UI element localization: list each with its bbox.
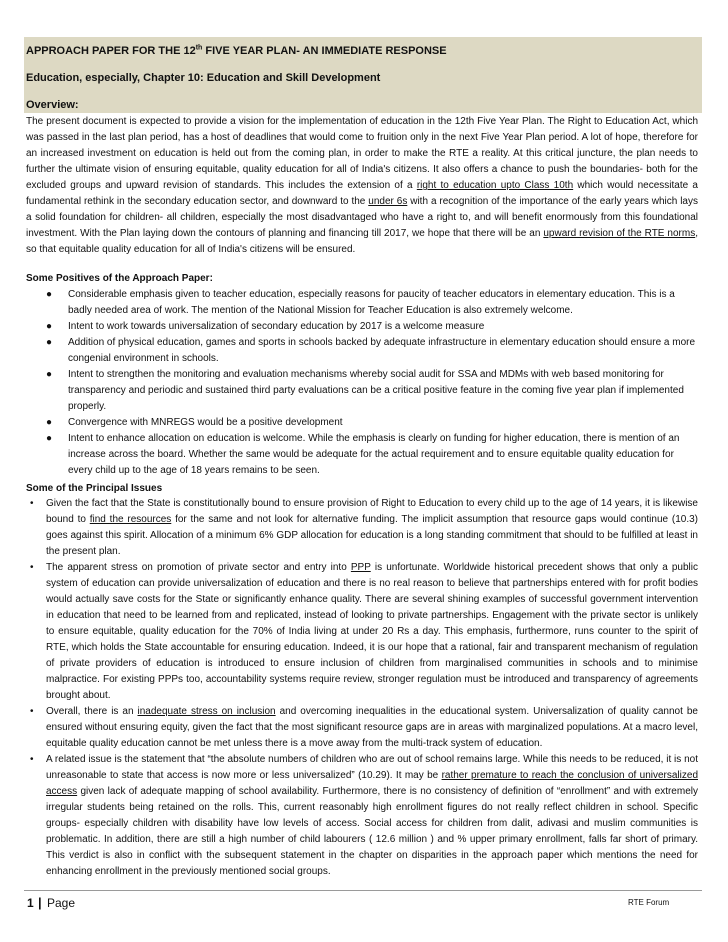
issues-list bbox=[26, 496, 698, 880]
bullet-icon: ● bbox=[46, 337, 53, 348]
link-find-resources: find the resources bbox=[89, 514, 172, 525]
footer-divider bbox=[24, 890, 702, 891]
page-label: Page bbox=[47, 896, 76, 910]
list-item: ● Intent to strengthen the monitoring and evaluation mechanisms whereby social audit for SSA and MDMs with web based monitoring for transparency and periodic and sustained third party evaluations can be a critical positive feature in the coming five year plan if implemented properly. bbox=[46, 369, 684, 412]
document-title: APPROACH PAPER FOR THE 12th FIVE YEAR PLAN- AN IMMEDIATE RESPONSE bbox=[26, 44, 447, 57]
bullet-icon: ● bbox=[46, 369, 53, 380]
footer-separator: | bbox=[38, 895, 42, 910]
list-item: ● Intent to enhance allocation on education is welcome. While the emphasis is clearly on funding for higher education, there is mention of an increase across the board. Whether the same would be adequate for the actual requirement and to ensure equitable quality education for every child up to the age of 18 years remains to be seen. bbox=[46, 433, 680, 476]
list-item: • Given the fact that the State is constitutionally bound to ensure provision of Right to Education to every child up to the age of 14 years, it is likewise bound to find the resources for the same and not look for alternative funding. The implicit assumption that resource gaps would continue (10.3) goes against this spirit. Allocation of a minimum 6% GDP allocation for education is a long standing commitment that should to be fulfilled at least in the present plan. bbox=[30, 498, 698, 557]
issues-heading: Some of the Principal Issues bbox=[26, 483, 163, 494]
bullet-icon: ● bbox=[46, 289, 53, 300]
document-subtitle: Education, especially, Chapter 10: Education and Skill Development bbox=[26, 72, 381, 84]
list-item: ● Intent to work towards universalization of secondary education by 2017 is a welcome measure bbox=[26, 319, 698, 335]
list-item: • Overall, there is an inadequate stress on inclusion and overcoming inequalities in the educational system. Universalization of quality cannot be ensured without ensuring equity, given the fact that the most significant resource gaps are in areas with marginalized populations. At a macro level, equitable quality education cannot be met unless there is a move away from the multi-track system of education. bbox=[30, 706, 698, 749]
overview-heading: Overview: bbox=[26, 99, 79, 111]
bullet-icon: • bbox=[30, 498, 34, 509]
list-item: ● Addition of physical education, games and sports in schools backed by adequate infrastructure in elementary education should ensure a more congenial environment in schools. bbox=[46, 337, 696, 364]
bullet-icon: • bbox=[30, 562, 34, 573]
link-ppp: PPP bbox=[350, 562, 371, 573]
list-item: ● Considerable emphasis given to teacher education, especially reasons for paucity of teacher educators in elementary education. This is a badly needed area of work. The mention of the National Mission for Teacher Education is also extremely welcome. bbox=[46, 289, 675, 316]
positives-heading: Some Positives of the Approach Paper: bbox=[26, 273, 213, 284]
link-under-6s: under 6s bbox=[368, 196, 408, 207]
bullet-icon: ● bbox=[46, 417, 53, 428]
bullet-icon: • bbox=[30, 706, 34, 717]
bullet-icon: ● bbox=[46, 433, 53, 444]
link-rte-norms: upward revision of the RTE norms bbox=[543, 228, 696, 239]
page-number: 1 bbox=[27, 896, 34, 910]
footer-organization: RTE Forum bbox=[628, 898, 670, 907]
link-right-to-education: right to education upto Class 10th bbox=[416, 180, 574, 191]
overview-paragraph: The present document is expected to provide a vision for the implementation of education in the 12th Five Year Plan. The Right to Education Act, which was passed in the last plan period, has a host of deadlines that would come to fruition only in the next Five Year Plan period. A lot of hope, therefore for an increased investment on education is held out from the coming plan, in order to make the RTE a reality. At this critical juncture, the plan needs to further the ultimate vision of ensuring equitable, quality education for all of India's citizens. It also offers a chance to push the boundaries- both for the excluded groups and upward revision of standards. This includes the extension of a right to education upto Class 10th which would necessitate a fundamental rethink in the secondary education sector, and downward to the under 6s with a recognition of the importance of the early years which lays a solid foundation for children- all children, especially the most disadvantaged who have a right to, and will benefit enormously from this foundational investment. With the Plan laying down the contours of planning and financing till 2017, we hope that there will be an upward revision of the RTE norms, so that equitable quality education for all of India's citizens will be ensured. bbox=[26, 116, 698, 255]
bullet-icon: • bbox=[30, 754, 34, 765]
link-inclusion: inadequate stress on inclusion bbox=[137, 706, 276, 717]
list-item: • The apparent stress on promotion of private sector and entry into PPP is unfortunate. Worldwide historical precedent shows that only a public system of education can provide universalization of education and there is no real reason to believe that partnerships entered with for profit bodies would actually save costs for the State or significantly enhance quality. There are several shining examples of successful government intervention in education that need to be learned from and replicated, instead of looking to private partnerships. Engagement with the private sector is unlikely to ensure equitable, quality education for the 70% of India living at under 20 Rs a day. This emphasis, furthermore, runs counter to the spirit of RTE, which holds the State accountable for ensuring education. Indeed, it is our hope that a rational, fair and transparent mechanism of regulation of private providers of education is introduced to ensure inclusion of children from marginalised communities in schools and to minimise malpractice. For existing PPPs too, accountability systems require review, stronger regulation must be introduced and transparency of agreements brought about. bbox=[30, 562, 698, 701]
link-universalized-access: rather premature to reach the conclusion of universalized access bbox=[46, 770, 699, 797]
list-item: • A related issue is the statement that “the absolute numbers of children who are out of school remains large. While this needs to be reduced, it is not unreasonable to state that access is now more or less universalized” (10.29). It may be rather premature to reach the conclusion of universalized access given lack of adequate mapping of school availability. Furthermore, there is no consistency of definition of “enrollment” and with extremely irregular students being retained on the rolls. This, current reasonably high enrollment figures do not really reflect children in school. Specific groups- especially children with disability have low levels of access. Social access for children from dalit, adivasi and muslim communities is problematic. In addition, there are still a high number of child labourers ( 12.6 million ) and % upper primary enrollment, falls far short of primary. This verdict is also in conflict with the subsequent statement in the chapter on disparities in the approach paper which mentions the need for enhancing enrollment in the previously mentioned social groups. bbox=[30, 754, 699, 877]
list-item: ● Convergence with MNREGS would be a positive development bbox=[26, 415, 698, 431]
bullet-icon: ● bbox=[46, 321, 53, 332]
positives-list bbox=[26, 287, 698, 479]
